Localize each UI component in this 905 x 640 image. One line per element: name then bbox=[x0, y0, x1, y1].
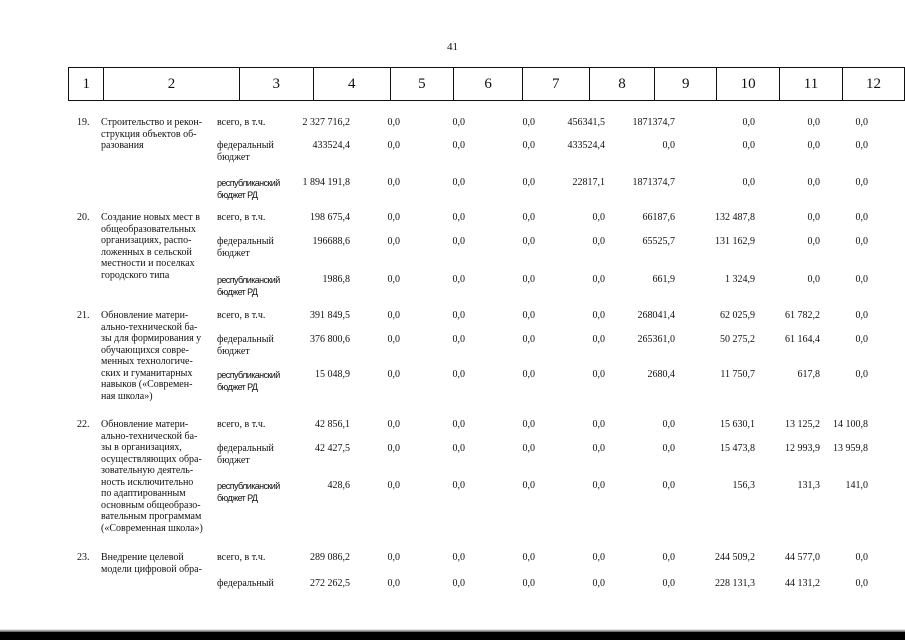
value-cell: 0,0 bbox=[452, 177, 465, 188]
value-cell: 0,0 bbox=[592, 419, 605, 430]
row-name-line: зовательную деятель- bbox=[101, 465, 194, 476]
row-name-line: струкция объектов об- bbox=[101, 128, 197, 140]
row-number: 22. bbox=[77, 419, 90, 430]
row-name-line: («Современная школа») bbox=[101, 522, 203, 534]
value-cell: 0,0 bbox=[452, 140, 465, 151]
value-cell: 0,0 bbox=[855, 140, 868, 151]
value-cell: 0,0 bbox=[742, 140, 755, 151]
source-label: федеральный бюджет bbox=[217, 334, 274, 357]
header-col-6: 6 bbox=[454, 68, 523, 101]
value-cell: 0,0 bbox=[387, 334, 400, 345]
value-cell: 0,0 bbox=[807, 274, 820, 285]
value-cell: 0,0 bbox=[807, 212, 820, 223]
value-cell: 433524,4 bbox=[567, 140, 605, 151]
value-cell: 0,0 bbox=[855, 334, 868, 345]
row-name-line: общеобразовательных bbox=[101, 223, 196, 235]
value-cell: 0,0 bbox=[452, 443, 465, 454]
value-cell: 0,0 bbox=[387, 480, 400, 491]
header-col-1: 1 bbox=[69, 68, 104, 101]
header-col-12: 12 bbox=[842, 68, 904, 101]
source-line bbox=[0, 310, 905, 334]
source-label: республиканский бюджет РД bbox=[217, 275, 280, 297]
source-line bbox=[0, 369, 905, 393]
row-name-line: Обновление матери- bbox=[101, 419, 189, 430]
value-cell: 0,0 bbox=[742, 117, 755, 128]
value-cell: 0,0 bbox=[522, 552, 535, 563]
value-cell: 0,0 bbox=[387, 443, 400, 454]
value-cell: 0,0 bbox=[522, 334, 535, 345]
row-name-line: Обновление матери- bbox=[101, 310, 189, 321]
value-cell: 0,0 bbox=[855, 212, 868, 223]
value-cell: 132 487,8 bbox=[715, 212, 755, 223]
row-name-line: зы в организациях, bbox=[101, 442, 182, 453]
value-cell: 0,0 bbox=[387, 117, 400, 128]
value-cell: 0,0 bbox=[387, 212, 400, 223]
row-name-line: Внедрение целевой bbox=[101, 552, 184, 563]
value-cell: 14 100,8 bbox=[833, 419, 868, 430]
source-line bbox=[0, 274, 905, 298]
source-line bbox=[0, 212, 905, 236]
row-name-line: ложенных в сельской bbox=[101, 246, 192, 258]
value-cell: 0,0 bbox=[662, 480, 675, 491]
value-cell: 0,0 bbox=[387, 419, 400, 430]
value-cell: 0,0 bbox=[522, 310, 535, 321]
value-cell: 0,0 bbox=[387, 552, 400, 563]
value-cell: 0,0 bbox=[662, 140, 675, 151]
row-name-line: основным общеобразо- bbox=[101, 499, 201, 511]
page-number: 41 bbox=[447, 41, 458, 53]
value-cell: 0,0 bbox=[662, 552, 675, 563]
value-cell: 15 630,1 bbox=[720, 419, 755, 430]
value-cell: 196688,6 bbox=[312, 236, 350, 247]
value-cell: 617,8 bbox=[797, 369, 820, 380]
row-name-line: городского типа bbox=[101, 269, 170, 281]
source-line bbox=[0, 334, 905, 358]
value-cell: 0,0 bbox=[592, 552, 605, 563]
value-cell: 65525,7 bbox=[642, 236, 675, 247]
value-cell: 0,0 bbox=[522, 117, 535, 128]
value-cell: 272 262,5 bbox=[310, 578, 350, 589]
value-cell: 0,0 bbox=[592, 578, 605, 589]
value-cell: 391 849,5 bbox=[310, 310, 350, 321]
value-cell: 661,9 bbox=[652, 274, 675, 285]
value-cell: 433524,4 bbox=[312, 140, 350, 151]
source-line bbox=[0, 117, 905, 141]
row-name-line: ских и гуманитарных bbox=[101, 367, 193, 379]
source-label: федеральный bbox=[217, 578, 274, 589]
value-cell: 1 324,9 bbox=[725, 274, 755, 285]
value-cell: 11 750,7 bbox=[720, 369, 755, 380]
value-cell: 0,0 bbox=[522, 480, 535, 491]
value-cell: 12 993,9 bbox=[785, 443, 820, 454]
value-cell: 0,0 bbox=[807, 117, 820, 128]
value-cell: 0,0 bbox=[592, 236, 605, 247]
value-cell: 0,0 bbox=[452, 578, 465, 589]
value-cell: 0,0 bbox=[522, 236, 535, 247]
value-cell: 0,0 bbox=[592, 369, 605, 380]
scan-edge bbox=[0, 632, 905, 640]
source-label: республиканский бюджет РД bbox=[217, 481, 280, 503]
value-cell: 0,0 bbox=[855, 578, 868, 589]
value-cell: 289 086,2 bbox=[310, 552, 350, 563]
value-cell: 0,0 bbox=[522, 212, 535, 223]
row-name-line: ально-технической ба- bbox=[101, 430, 198, 442]
value-cell: 0,0 bbox=[855, 369, 868, 380]
value-cell: 0,0 bbox=[522, 443, 535, 454]
value-cell: 0,0 bbox=[662, 419, 675, 430]
value-cell: 1 894 191,8 bbox=[302, 177, 350, 188]
value-cell: 131 162,9 bbox=[715, 236, 755, 247]
value-cell: 0,0 bbox=[592, 274, 605, 285]
source-label: федеральный бюджет bbox=[217, 236, 274, 259]
value-cell: 0,0 bbox=[662, 578, 675, 589]
value-cell: 0,0 bbox=[807, 140, 820, 151]
value-cell: 0,0 bbox=[452, 274, 465, 285]
header-col-2: 2 bbox=[104, 68, 239, 101]
row-name-line: по адаптированным bbox=[101, 488, 186, 499]
source-label: всего, в т.ч. bbox=[217, 552, 266, 563]
source-line bbox=[0, 140, 905, 164]
value-cell: 141,0 bbox=[845, 480, 868, 491]
source-label: республиканский бюджет РД bbox=[217, 370, 280, 392]
value-cell: 0,0 bbox=[387, 310, 400, 321]
header-col-3: 3 bbox=[239, 68, 314, 101]
value-cell: 50 275,2 bbox=[720, 334, 755, 345]
value-cell: 2 327 716,2 bbox=[302, 117, 350, 128]
row-name-line: обучающихся совре- bbox=[101, 344, 189, 356]
value-cell: 156,3 bbox=[732, 480, 755, 491]
value-cell: 0,0 bbox=[855, 310, 868, 321]
value-cell: 62 025,9 bbox=[720, 310, 755, 321]
row-name-line: ная школа») bbox=[101, 390, 153, 402]
value-cell: 22817,1 bbox=[572, 177, 605, 188]
value-cell: 13 959,8 bbox=[833, 443, 868, 454]
row-name-line: модели цифровой обра- bbox=[101, 563, 202, 575]
table-header bbox=[68, 67, 905, 101]
value-cell: 0,0 bbox=[452, 480, 465, 491]
source-line bbox=[0, 480, 905, 504]
value-cell: 428,6 bbox=[327, 480, 350, 491]
value-cell: 44 577,0 bbox=[785, 552, 820, 563]
value-cell: 0,0 bbox=[662, 443, 675, 454]
source-line bbox=[0, 552, 905, 576]
value-cell: 0,0 bbox=[387, 140, 400, 151]
value-cell: 44 131,2 bbox=[785, 578, 820, 589]
value-cell: 0,0 bbox=[592, 310, 605, 321]
value-cell: 268041,4 bbox=[637, 310, 675, 321]
value-cell: 0,0 bbox=[452, 552, 465, 563]
value-cell: 0,0 bbox=[592, 212, 605, 223]
value-cell: 456341,5 bbox=[567, 117, 605, 128]
row-name-line: местности и поселках bbox=[101, 258, 195, 269]
source-label: всего, в т.ч. bbox=[217, 419, 266, 430]
value-cell: 376 800,6 bbox=[310, 334, 350, 345]
value-cell: 228 131,3 bbox=[715, 578, 755, 589]
value-cell: 0,0 bbox=[452, 117, 465, 128]
header-col-10: 10 bbox=[717, 68, 780, 101]
header-col-11: 11 bbox=[780, 68, 843, 101]
row-number: 21. bbox=[77, 310, 90, 321]
row-name-line: организациях, распо- bbox=[101, 235, 192, 246]
value-cell: 244 509,2 bbox=[715, 552, 755, 563]
header-col-9: 9 bbox=[655, 68, 717, 101]
value-cell: 0,0 bbox=[452, 334, 465, 345]
row-name-line: ально-технической ба- bbox=[101, 321, 198, 333]
header-col-5: 5 bbox=[390, 68, 454, 101]
value-cell: 265361,0 bbox=[637, 334, 675, 345]
value-cell: 2680,4 bbox=[647, 369, 675, 380]
value-cell: 0,0 bbox=[522, 419, 535, 430]
value-cell: 0,0 bbox=[522, 578, 535, 589]
value-cell: 0,0 bbox=[452, 236, 465, 247]
value-cell: 0,0 bbox=[387, 369, 400, 380]
row-name-line: навыков («Современ- bbox=[101, 379, 193, 390]
source-line bbox=[0, 578, 905, 602]
row-name-line: менных технологиче- bbox=[101, 356, 193, 367]
source-label: федеральный бюджет bbox=[217, 140, 274, 163]
source-label: всего, в т.ч. bbox=[217, 212, 266, 223]
row-number: 20. bbox=[77, 212, 90, 223]
value-cell: 1986,8 bbox=[322, 274, 350, 285]
value-cell: 61 782,2 bbox=[785, 310, 820, 321]
value-cell: 0,0 bbox=[452, 369, 465, 380]
source-label: федеральный бюджет bbox=[217, 443, 274, 466]
row-name-line: Строительство и рекон- bbox=[101, 117, 203, 128]
value-cell: 61 164,4 bbox=[785, 334, 820, 345]
value-cell: 0,0 bbox=[855, 177, 868, 188]
source-label: всего, в т.ч. bbox=[217, 117, 266, 128]
row-name-line: ность исключительно bbox=[101, 476, 194, 488]
value-cell: 198 675,4 bbox=[310, 212, 350, 223]
value-cell: 0,0 bbox=[855, 236, 868, 247]
value-cell: 42 427,5 bbox=[315, 443, 350, 454]
value-cell: 0,0 bbox=[387, 274, 400, 285]
header-col-7: 7 bbox=[522, 68, 589, 101]
row-number: 19. bbox=[77, 117, 90, 128]
row-name-line: вательным программам bbox=[101, 511, 202, 522]
header-col-8: 8 bbox=[589, 68, 655, 101]
source-line bbox=[0, 177, 905, 201]
value-cell: 0,0 bbox=[592, 334, 605, 345]
row-name-line: зы для формирования у bbox=[101, 333, 202, 344]
source-line bbox=[0, 236, 905, 260]
row-name-line: Создание новых мест в bbox=[101, 212, 200, 223]
value-cell: 0,0 bbox=[855, 552, 868, 563]
row-name-line: разования bbox=[101, 140, 144, 151]
row-number: 23. bbox=[77, 552, 90, 563]
value-cell: 15 048,9 bbox=[315, 369, 350, 380]
value-cell: 1871374,7 bbox=[632, 117, 675, 128]
value-cell: 0,0 bbox=[592, 443, 605, 454]
value-cell: 0,0 bbox=[452, 310, 465, 321]
value-cell: 0,0 bbox=[855, 274, 868, 285]
value-cell: 15 473,8 bbox=[720, 443, 755, 454]
header-col-4: 4 bbox=[314, 68, 390, 101]
value-cell: 13 125,2 bbox=[785, 419, 820, 430]
value-cell: 0,0 bbox=[855, 117, 868, 128]
value-cell: 0,0 bbox=[807, 177, 820, 188]
value-cell: 0,0 bbox=[592, 480, 605, 491]
source-label: республиканский бюджет РД bbox=[217, 178, 280, 200]
value-cell: 0,0 bbox=[807, 236, 820, 247]
source-line bbox=[0, 443, 905, 467]
value-cell: 0,0 bbox=[387, 236, 400, 247]
value-cell: 131,3 bbox=[797, 480, 820, 491]
source-line bbox=[0, 419, 905, 443]
value-cell: 0,0 bbox=[387, 578, 400, 589]
source-label: всего, в т.ч. bbox=[217, 310, 266, 321]
value-cell: 42 856,1 bbox=[315, 419, 350, 430]
value-cell: 0,0 bbox=[742, 177, 755, 188]
value-cell: 1871374,7 bbox=[632, 177, 675, 188]
value-cell: 0,0 bbox=[522, 369, 535, 380]
value-cell: 0,0 bbox=[522, 140, 535, 151]
row-name-line: осуществляющих обра- bbox=[101, 453, 202, 465]
value-cell: 0,0 bbox=[522, 177, 535, 188]
value-cell: 0,0 bbox=[522, 274, 535, 285]
value-cell: 0,0 bbox=[452, 419, 465, 430]
value-cell: 0,0 bbox=[387, 177, 400, 188]
value-cell: 0,0 bbox=[452, 212, 465, 223]
value-cell: 66187,6 bbox=[642, 212, 675, 223]
